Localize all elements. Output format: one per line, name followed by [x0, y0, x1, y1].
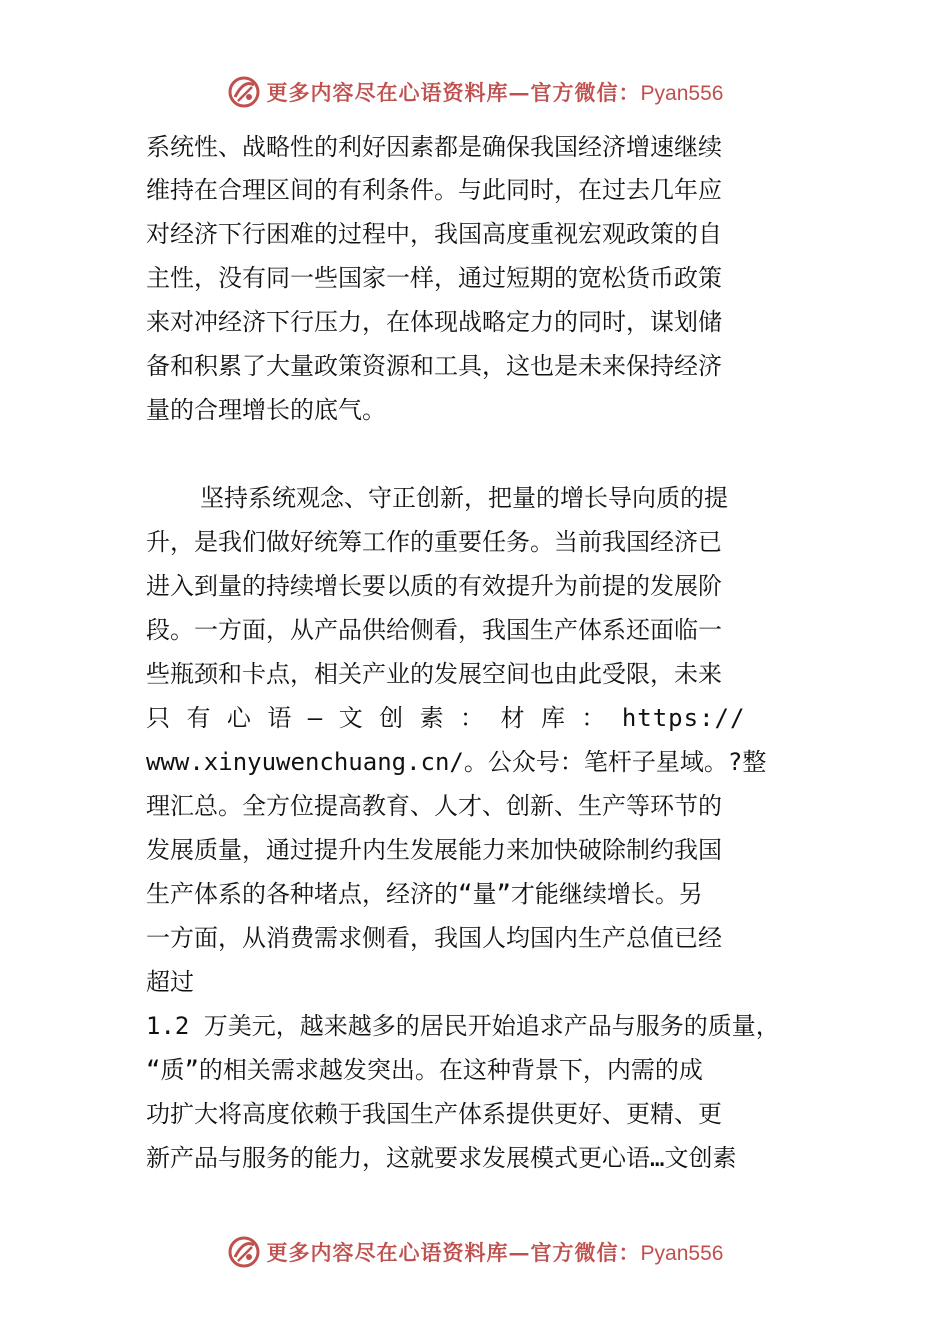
- header-wechat-id: Pyan556: [640, 82, 724, 105]
- text-line: 功扩大将高度依赖于我国生产体系提供更好、更精、更: [146, 1100, 722, 1128]
- text-line: “质”的相关需求越发突出。在这种背景下，内需的成: [146, 1056, 703, 1084]
- text-line: 坚持系统观念、守正创新，把量的增长导向质的提: [200, 484, 728, 512]
- header-brand-text: 更多内容尽在心语资料库—官方微信：Pyan556: [266, 80, 724, 105]
- text-line: 一方面，从消费需求侧看，我国人均国内生产总值已经: [146, 924, 722, 952]
- text-line: 来对冲经济下行压力，在体现战略定力的同时，谋划储: [146, 308, 722, 336]
- text-line: 理汇总。全方位提高教育、人才、创新、生产等环节的: [146, 792, 722, 820]
- brand-logo-icon: [227, 75, 261, 109]
- text-line: 段。一方面，从产品供给侧看，我国生产体系还面临一: [146, 616, 722, 644]
- footer-wechat-id: Pyan556: [640, 1242, 724, 1265]
- text-line: 发展质量，通过提升内生发展能力来加快破除制约我国: [146, 836, 722, 864]
- text-line: 备和积累了大量政策资源和工具，这也是未来保持经济: [146, 352, 722, 380]
- footer-brand-text: 更多内容尽在心语资料库—官方微信：Pyan556: [266, 1240, 724, 1265]
- text-line: 些瓶颈和卡点，相关产业的发展空间也由此受限，未来: [146, 660, 722, 688]
- text-line: 量的合理增长的底气。: [146, 396, 386, 424]
- text-line: www.xinyuwenchuang.cn/。公众号：笔杆子星域。?整: [146, 748, 767, 776]
- header-banner: [0, 72, 950, 112]
- text-line: 系统性、战略性的利好因素都是确保我国经济增速继续: [146, 133, 722, 161]
- text-line: 维持在合理区间的有利条件。与此同时，在过去几年应: [146, 176, 722, 204]
- text-line: 只 有 心 语 — 文 创 素 ： 材 库 ： https://: [146, 704, 746, 732]
- footer-banner: [0, 1232, 950, 1272]
- text-line: 进入到量的持续增长要以质的有效提升为前提的发展阶: [146, 572, 722, 600]
- text-line: 主性，没有同一些国家一样，通过短期的宽松货币政策: [146, 264, 722, 292]
- text-line: 新产品与服务的能力，这就要求发展模式更心语…文创素: [146, 1144, 737, 1172]
- text-line: 1.2 万美元，越来越多的居民开始追求产品与服务的质量，: [146, 1012, 780, 1040]
- text-line: 生产体系的各种堵点，经济的“量”才能继续增长。另: [146, 880, 703, 908]
- text-line: 对经济下行困难的过程中，我国高度重视宏观政策的自: [146, 220, 722, 248]
- text-line: 升，是我们做好统筹工作的重要任务。当前我国经济已: [146, 528, 722, 556]
- text-line: 超过: [146, 968, 194, 996]
- brand-logo-icon: [227, 1235, 261, 1269]
